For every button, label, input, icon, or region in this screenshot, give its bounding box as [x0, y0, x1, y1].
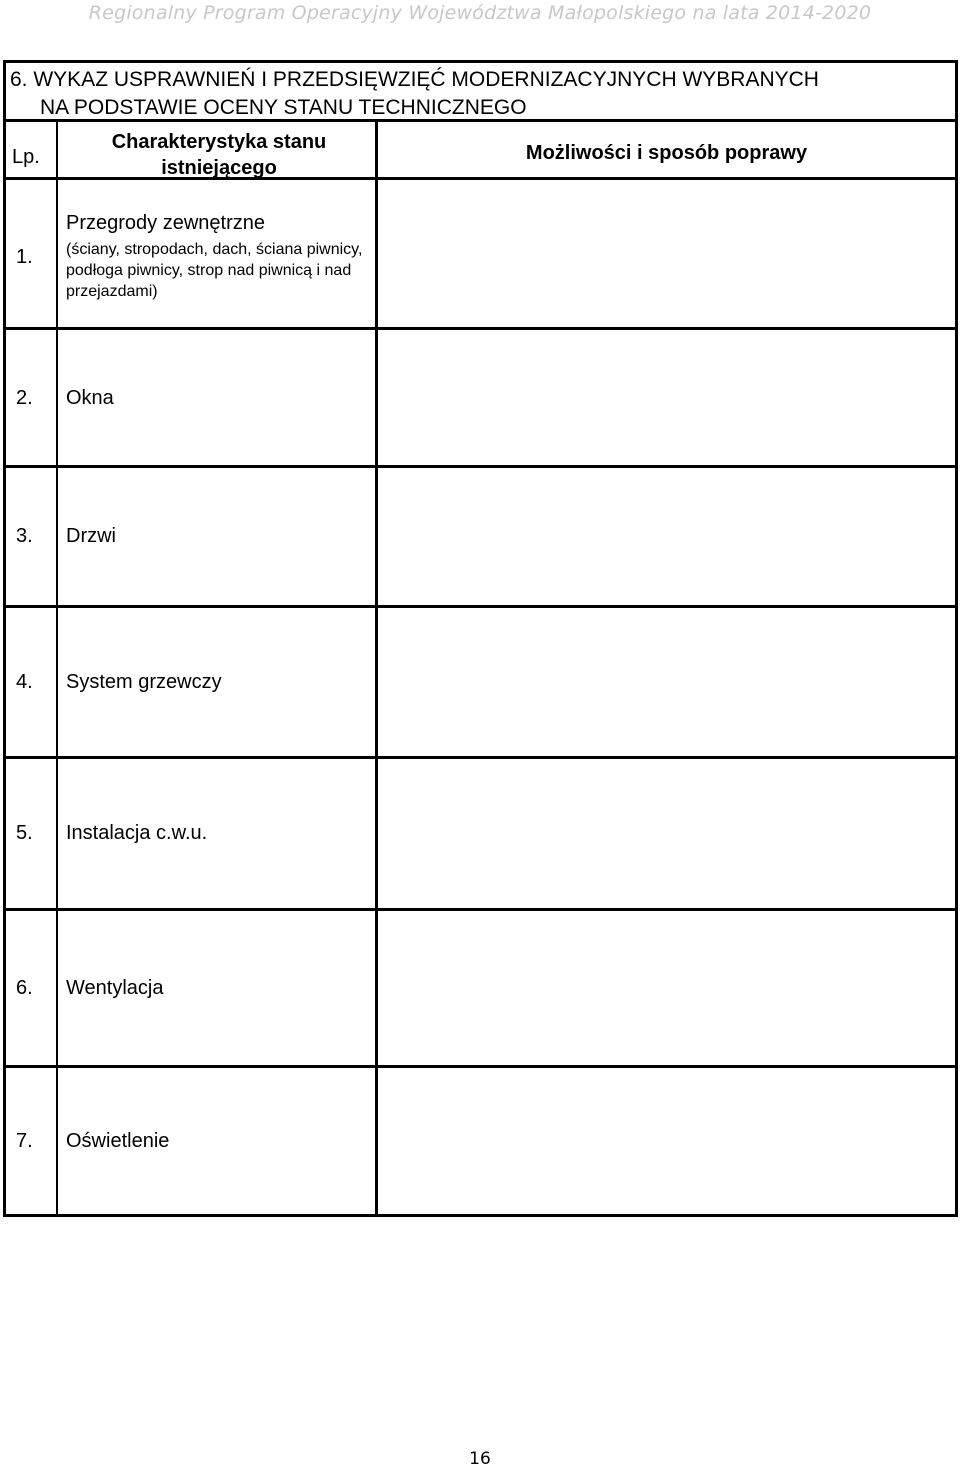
lp-column-rule [56, 119, 58, 1214]
row-divider [6, 908, 955, 911]
row-label: Przegrody zewnętrzne [66, 212, 265, 234]
row-label: Okna [66, 387, 114, 409]
header-lp: Lp. [12, 146, 40, 168]
row-number: 2. [16, 387, 33, 409]
row-number: 7. [16, 1130, 33, 1152]
row-divider [6, 465, 955, 468]
modernization-table [3, 60, 958, 1217]
row-label: Drzwi [66, 525, 116, 547]
table-top-rule [6, 119, 955, 122]
characteristics-column-rule [375, 119, 378, 1214]
row-label: Instalacja c.w.u. [66, 822, 208, 844]
header-characteristics: Charakterystyka stanu istniejącego [111, 131, 327, 179]
row-number: 6. [16, 977, 33, 999]
row-number: 4. [16, 671, 33, 693]
row-divider [6, 327, 955, 330]
row-label: Wentylacja [66, 977, 164, 999]
row-divider [6, 605, 955, 608]
page-number: 16 [469, 1449, 491, 1469]
row-divider [6, 756, 955, 759]
row-note: (ściany, stropodach, dach, ściana piwnicy, podłoga piwnicy, strop nad piwnicą i nad przejazdami) [66, 241, 363, 300]
running-header: Regionalny Program Operacyjny Województwa Małopolskiego na lata 2014-2020 [88, 2, 872, 24]
row-number: 1. [16, 246, 33, 268]
row-number: 3. [16, 525, 33, 547]
row-divider [6, 1065, 955, 1068]
section-title-line2: NA PODSTAWIE OCENY STANU TECHNICZNEGO [40, 96, 527, 119]
section-title-line1: 6. WYKAZ USPRAWNIEŃ I PRZEDSIĘWZIĘĆ MODERNIZACYJNYCH WYBRANYCH [10, 68, 819, 91]
section-title [10, 66, 950, 122]
row-label: System grzewczy [66, 671, 222, 693]
row-number: 5. [16, 822, 33, 844]
header-possibilities: Możliwości i sposób poprawy [525, 142, 808, 164]
row-label: Oświetlenie [66, 1130, 170, 1152]
